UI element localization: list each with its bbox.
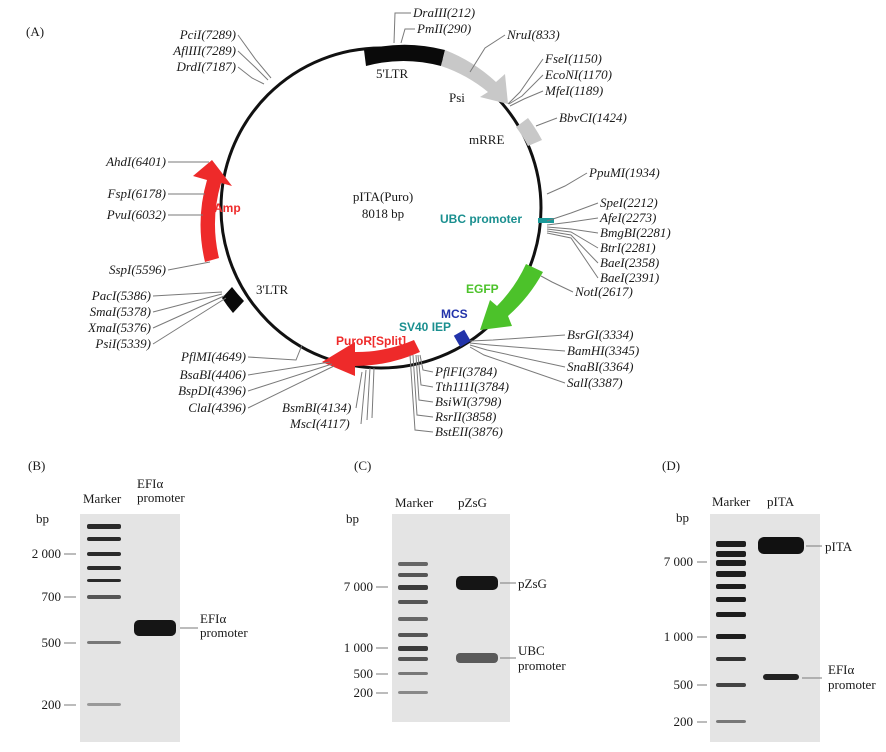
site-label: BaeI(2391) [600,270,660,285]
site-label: BbvCI(1424) [559,110,627,125]
puro-label: PuroR[Split] [336,334,406,348]
site-label: BsmBI(4134) [282,400,352,415]
gel-b-tick: 200 [41,697,61,712]
gel-d-sample-header: pITA [767,494,795,509]
panel-d-label: (D) [662,458,681,473]
ladder-band [87,579,121,582]
ubc-feature [538,218,554,223]
gel-d-tick: 200 [673,714,693,729]
ladder-band [87,552,121,556]
gel-d-band-label: EFIα [828,662,855,677]
site-label: SalI(3387) [567,375,623,390]
ladder-band [87,703,121,706]
gel-d-tick: 500 [673,677,693,692]
site-label: BamHI(3345) [567,343,640,358]
panel-a-label: (A) [26,24,45,39]
site-label: BaeI(2358) [600,255,660,270]
ladder-band [716,612,746,617]
ladder-band [716,634,746,639]
ladder-band [716,584,746,589]
ladder-band [398,585,428,590]
gel-b-marker-header: Marker [83,491,122,506]
gel-c-unit: bp [346,511,359,526]
site-label: PflFI(3784) [435,364,498,379]
ladder-band [398,657,428,661]
site-label: SpeI(2212) [600,195,658,210]
site-label: DraIII(212) [413,5,476,20]
ladder-band [716,541,746,547]
gel-b-tick: 700 [41,589,61,604]
mcs-feature [454,330,471,347]
gel-c-tick-marks [376,587,388,693]
gel-b-tick-marks [64,554,76,705]
ladder-band [398,617,428,621]
site-label: ClaI(4396) [188,400,246,415]
site-label: BtrI(2281) [600,240,656,255]
mrre-label: mRRE [469,132,505,147]
ladder-band [398,646,428,651]
ladder-band [398,562,428,566]
gel-b-band-label: EFIα [200,611,227,626]
ladder-band [716,597,746,602]
site-label: PvuI(6032) [106,207,166,222]
site-label: BspDI(4396) [178,383,246,398]
site-label: RsrII(3858) [435,409,497,424]
ladder-band [398,672,428,675]
site-label: AflIII(7289) [173,43,236,58]
gel-c-tick: 1 000 [343,640,373,655]
ltr3-feature [222,287,244,313]
ladder-band [87,537,121,541]
site-label: BmgBI(2281) [600,225,671,240]
amp-label: Amp [214,201,241,215]
gel-c-band-ubc [456,653,498,663]
gel-b-sample-header: EFIα [137,476,164,491]
panel-b-label: (B) [28,458,46,473]
ladder-band [716,657,746,661]
mcs-label: MCS [441,307,468,321]
site-label: Tth111I(3784) [435,379,509,394]
site-label: DrdI(7187) [176,59,236,74]
gel-c-band-pzsg [456,576,498,590]
site-label: PacI(5386) [91,288,151,303]
site-label: EcoNI(1170) [545,67,612,82]
ladder-band [716,560,746,566]
gel-d-band-efia [763,674,799,680]
gel-b-sample-header: promoter [137,490,185,505]
site-label: NruI(833) [507,27,560,42]
gel-d-band-pita [758,537,804,554]
gel-d-tick: 1 000 [663,629,693,644]
ladder-band [87,641,121,644]
site-label: BsrGI(3334) [567,327,634,342]
gel-c-band-label: UBC [518,643,545,658]
plasmid-name: pITA(Puro) [352,189,414,204]
egfp-feature [480,264,543,330]
right-site-labels [544,51,671,390]
gel-c-marker-header: Marker [395,495,434,510]
site-label: BstEII(3876) [435,424,503,439]
ladder-band [716,551,746,557]
ubc-label: UBC promoter [440,212,523,226]
gel-c-sample-header: pZsG [458,495,487,510]
gel-c-tick: 500 [353,666,373,681]
gel-d-tick-marks [697,562,707,722]
site-label: MscI(4117) [290,416,350,431]
gel-b-tick: 500 [41,635,61,650]
ladder-band [87,566,121,570]
site-label: PciI(7289) [179,27,236,42]
gel-c-tick: 200 [353,685,373,700]
site-label: FseI(1150) [545,51,602,66]
gel-d-tick: 7 000 [663,554,693,569]
egfp-label: EGFP [466,282,499,296]
ladder-band [716,683,746,687]
site-label: FspI(6178) [107,186,166,201]
sv40-label: SV40 IEP [399,320,452,334]
ladder-band [716,720,746,723]
site-label: AhdI(6401) [106,154,166,169]
gel-b-sample-band [134,620,176,636]
site-label: AfeI(2273) [600,210,657,225]
site-label: NotI(2617) [575,284,633,299]
site-label: SspI(5596) [108,262,166,277]
gel-c-band-label: promoter [518,658,566,673]
site-label: PflMI(4649) [181,349,246,364]
gel-d-marker-header: Marker [712,494,751,509]
gel-b-band-label: promoter [200,625,248,640]
gel-b-unit: bp [36,511,49,526]
ltr3-label: 3'LTR [256,282,289,297]
ladder-band [398,633,428,637]
site-label: XmaI(5376) [88,320,151,335]
site-label: SnaBI(3364) [567,359,634,374]
gel-c-tick: 7 000 [343,579,373,594]
site-label: BsiWI(3798) [435,394,502,409]
gel-d-unit: bp [676,510,689,525]
gel-d-band-label: promoter [828,677,876,692]
plasmid-size: 8018 bp [361,206,405,221]
ltr5-feature [364,45,445,66]
gel-c-band-label: pZsG [518,576,547,591]
gel-b-tick: 2 000 [31,546,61,561]
ladder-band [716,571,746,577]
site-label: BsaBI(4406) [179,367,246,382]
ltr5-label: 5'LTR [376,66,409,81]
ladder-band [87,524,121,529]
site-label: PmII(290) [417,21,472,36]
site-label: MfeI(1189) [545,83,604,98]
mrre-feature [516,118,542,146]
gel-d-band-label: pITA [825,539,853,554]
site-label: SmaI(5378) [89,304,151,319]
ladder-band [398,691,428,694]
psi-label: Psi [449,90,465,105]
ladder-band [87,595,121,599]
ladder-band [398,573,428,577]
panel-c-label: (C) [354,458,372,473]
ladder-band [398,600,428,604]
site-label: PpuMI(1934) [589,165,660,180]
site-label: PsiI(5339) [95,336,151,351]
